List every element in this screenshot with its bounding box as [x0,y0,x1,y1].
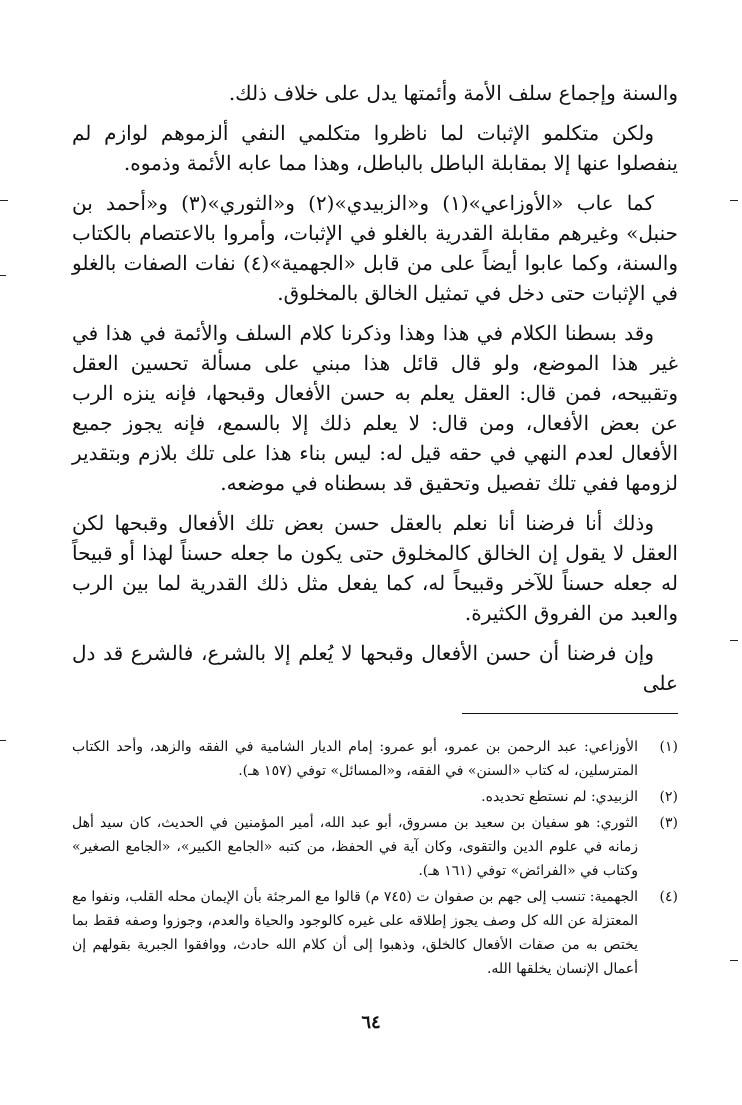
footnote-4 [72,885,678,981]
margin-mark [0,275,6,276]
footnote-separator [462,713,678,714]
paragraph-1: والسنة وإجماع سلف الأمة وأئمتها يدل على خلاف ذلك. [228,81,678,105]
margin-mark [730,640,738,641]
footnote-2 [72,785,678,809]
body-text [72,78,678,708]
paragraph-6: وإن فرضنا أن حسن الأفعال وقبحها لا يُعلم إلا بالشرع، فالشرع قد دل على [72,641,678,695]
paragraph-5: وذلك أنا فرضنا أنا نعلم بالعقل حسن بعض تلك الأفعال وقبحها لكن العقل لا يقول إن الخالق كالمخلوق حتى يكون ما جعله حسناً لهذا أو قبيحاً له جعله حسناً للآخر وقبيحاً له، كما يفعل مثل ذلك القدرية لما بين الرب والعبد من الفروق الكثيرة. [72,511,678,625]
margin-mark [730,960,738,961]
page-number: ٦٤ [361,1012,381,1033]
footnote-text: الزبيدي: لم نستطع تحديده. [481,789,638,805]
footnote-number: (٤) [659,889,678,905]
paragraph-4: وقد بسطنا الكلام في هذا وهذا وذكرنا كلام السلف والأئمة في هذا في غير هذا الموضع، ولو قال قائل هذا مبني على مسألة تحسين العقل وتقبيحه، فمن قال: العقل يعلم به حسن الأفعال وقبحها، فإنه ينزه الرب عن بعض الأفعال، ومن قال: لا يعلم ذلك إلا بالسمع، فإنه يجوز جميع الأفعال لعدم النهي في حقه قيل له: ليس بناء هذا على تلك بلازم وبتقدير لزومها ففي تلك تفصيل وتحقيق قد بسطناه في موضعه. [72,321,679,495]
footnote-text: الثوري: هو سفيان بن سعيد بن مسروق، أبو عبد الله، أمير المؤمنين في الحديث، كان سيد أهل زمانه في علوم الدين والتقوى، وكان آية في الحفظ، من كتبه «الجامع الكبير»، «الجامع الصغير» وكتاب في «الفرائض» توفي (١٦١ هـ). [72,815,638,879]
footnote-number: (٣) [659,815,678,831]
footnote-text: الأوزاعي: عبد الرحمن بن عمرو، أبو عمرو: إمام الديار الشامية في الفقه والزهد، وأحد الكتاب المترسلين، له كتاب «السنن» في الفقه، و«المسائل» توفي (١٥٧ هـ). [72,739,638,779]
footnote-3 [72,811,678,883]
footnote-1 [72,735,678,783]
footnote-number: (٢) [659,789,678,805]
paragraph-2: ولكن متكلمو الإثبات لما ناظروا متكلمي النفي ألزموهم لوازم لم ينفصلوا عنها إلا بمقابلة الباطل بالباطل، وهذا مما عابه الأئمة وذموه. [72,121,678,175]
margin-mark [0,740,6,741]
footnote-text: الجهمية: تنسب إلى جهم بن صفوان ت (٧٤٥ م) قالوا مع المرجئة بأن الإيمان محله القلب، ونفوا مع المعتزلة عن الله كل وصف يجوز إطلاقه على غيره كالوجود والحياة والعدم، وجوزوا وصفه فقط بما يختص به من صفات الأفعال كالخلق، وذهبوا إلى أن كلام الله حادث، ووافقوا الجبرية بقولهم إن أعمال الإنسان يخلقها الله. [72,889,638,977]
footnote-number: (١) [659,739,678,755]
footnotes [72,735,678,983]
paragraph-3: كما عاب «الأوزاعي»(١) و«الزبيدي»(٢) و«الثوري»(٣) و«أحمد بن حنبل» وغيرهم مقابلة القدرية بالغلو في الإثبات، وأمروا بالاعتصام بالكتاب والسنة، وكما عابوا أيضاً على من قابل «الجهمية»(٤) نفات الصفات بالغلو في الإثبات حتى دخل في تمثيل الخالق بالمخلوق. [72,191,678,305]
margin-mark [730,200,738,201]
margin-mark [0,200,8,201]
